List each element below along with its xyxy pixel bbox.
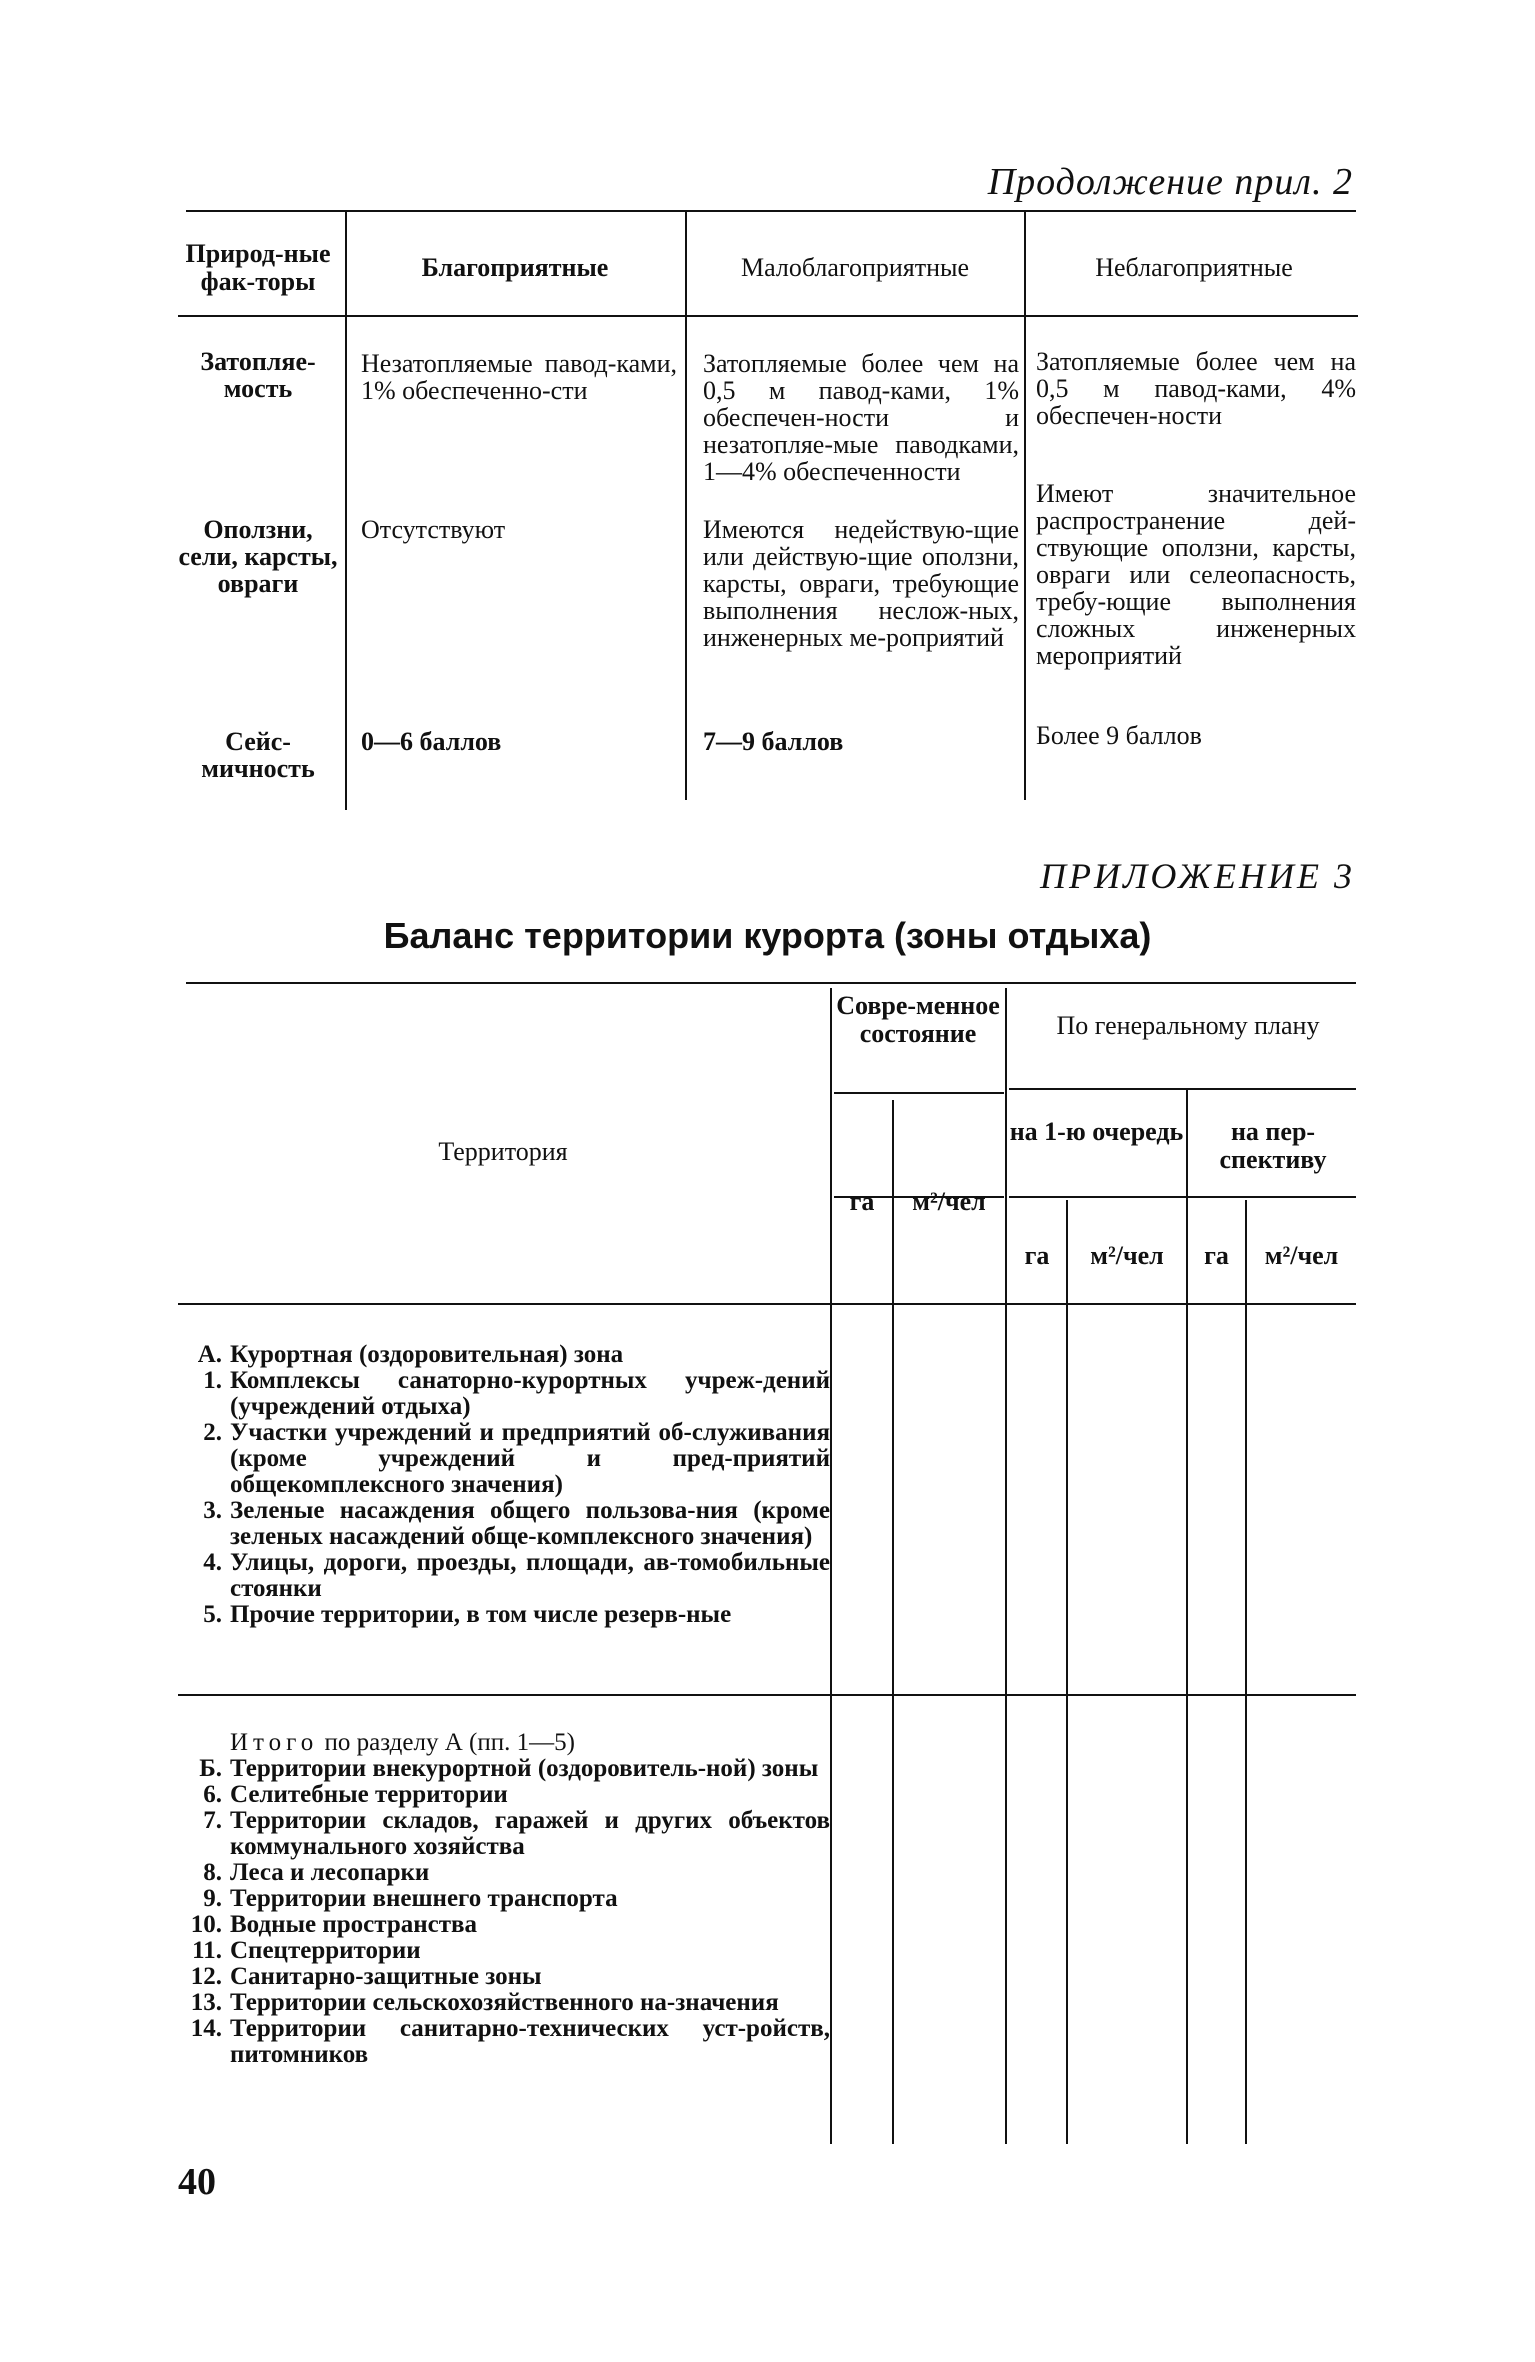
list-item: 13. Территории сельскохозяйственного на-значения: [190, 1989, 779, 2016]
factor-seismicity: Сейс-мичность: [201, 727, 315, 783]
list-item: 8. Леса и лесопарки: [203, 1859, 430, 1886]
header-unfavorable: Неблагоприятные: [1095, 252, 1293, 282]
header-rule: [834, 1092, 1004, 1094]
list-item: 1. Комплексы санаторно-курортных учреж-дений (учреждений отдыха): [203, 1367, 830, 1420]
col-divider: [1245, 1200, 1247, 2144]
header-bottom-rule: [178, 1303, 1356, 1305]
header-genplan: По генеральному плану: [1056, 1011, 1320, 1040]
section-title: Баланс территории курорта (зоны отдыха): [383, 915, 1152, 956]
section-a-rule: [178, 1694, 1356, 1696]
col-divider: [1024, 210, 1026, 800]
header-current-ha: га: [849, 1187, 875, 1216]
header-current: Совре-менное состояние: [836, 991, 1000, 1048]
factor-landslides: Оползни, сели, карсты, овраги: [178, 515, 338, 598]
table-top-rule: [186, 982, 1356, 984]
header-territory: Территория: [438, 1137, 568, 1166]
landslides-unfavorable: Имеют значительное распространение дей-ствующие оползни, карсты, овраги или селеопасность, требу-ющие выполнения сложных инженерных мероприятий: [1036, 479, 1356, 670]
header-rule: [1009, 1196, 1356, 1198]
col-divider: [685, 210, 687, 800]
list-item: А. Курортная (оздоровительная) зона: [197, 1341, 624, 1368]
header-first-ha: га: [1024, 1241, 1050, 1270]
list-item: 9. Территории внешнего транспорта: [203, 1885, 618, 1912]
list-item: 10. Водные пространства: [190, 1911, 478, 1938]
col-divider: [1066, 1200, 1068, 2144]
section-b-list: [178, 1730, 830, 2068]
seismicity-moderate: 7—9 баллов: [703, 727, 844, 756]
seismicity-favorable: 0—6 баллов: [361, 727, 502, 756]
header-first-stage: на 1-ю очередь: [1009, 1117, 1184, 1146]
list-item: 14. Территории санитарно-технических уст-ройств, питомников: [190, 2015, 830, 2068]
list-item: Б. Территории внекурортной (оздоровитель-ной) зоны: [199, 1755, 819, 1782]
col-divider: [1005, 988, 1007, 2144]
header-perspective-ha: га: [1204, 1241, 1229, 1270]
list-item: 2. Участки учреждений и предприятий об-служивания (кроме учреждений и пред-приятий общекомплексного значения): [203, 1419, 830, 1498]
seismicity-unfavorable: Более 9 баллов: [1036, 721, 1202, 750]
list-item: 5. Прочие территории, в том числе резерв-ные: [203, 1601, 732, 1628]
territory-balance-table: [178, 980, 1358, 2140]
header-favorable: Благоприятные: [421, 252, 609, 282]
flooding-unfavorable: Затопляемые более чем на 0,5 м павод-ками, 4% обеспечен-ности: [1036, 347, 1356, 430]
appendix-label: ПРИЛОЖЕНИЕ 3: [1040, 856, 1355, 896]
header-perspective-m2: м²/чел: [1264, 1241, 1339, 1270]
col-divider: [345, 210, 347, 810]
col-divider: [830, 988, 832, 2144]
header-first-m2: м²/чел: [1090, 1241, 1164, 1270]
page-number: 40: [178, 2161, 216, 2203]
header-rule: [178, 315, 1358, 317]
header-current-m2: м²/чел: [912, 1187, 986, 1216]
col-divider: [892, 1100, 894, 2144]
continuation-label: Продолжение прил. 2: [987, 161, 1353, 203]
header-factors: Природ-ные фак-торы: [185, 238, 331, 296]
list-item: 7. Территории складов, гаражей и других объектов коммунального хозяйства: [203, 1807, 830, 1860]
header-perspective: на пер-спективу: [1219, 1117, 1327, 1174]
flooding-moderate: Затопляемые более чем на 0,5 м павод-ками, 1% обеспечен-ности и незатопляе-мые паводками, 1—4% обеспеченности: [703, 349, 1019, 486]
flooding-favorable: Незатопляемые павод-ками, 1% обеспеченно-сти: [361, 349, 677, 405]
total-row: Итого по разделу А (пп. 1—5): [230, 1729, 575, 1756]
list-item: 11. Спецтерритории: [192, 1937, 421, 1964]
section-a-list: [178, 1342, 830, 1628]
landslides-moderate: Имеются недействую-щие или действую-щие оползни, карсты, овраги, требующие выполнения неслож-ных, инженерных ме-роприятий: [703, 515, 1019, 652]
landslides-favorable: Отсутствуют: [361, 515, 506, 544]
header-rule: [1009, 1088, 1356, 1090]
header-moderate: Малоблагоприятные: [740, 252, 970, 282]
list-item: 4. Улицы, дороги, проезды, площади, ав-томобильные стоянки: [203, 1549, 830, 1602]
natural-factors-table: [178, 210, 1358, 810]
list-item: 12. Санитарно-защитные зоны: [190, 1963, 542, 1990]
list-item: 3. Зеленые насаждения общего пользова-ния (кроме зеленых насаждений обще-комплексного значения): [203, 1497, 830, 1550]
factor-flooding: Затопляе-мость: [200, 347, 316, 403]
list-item: 6. Селитебные территории: [203, 1781, 508, 1808]
